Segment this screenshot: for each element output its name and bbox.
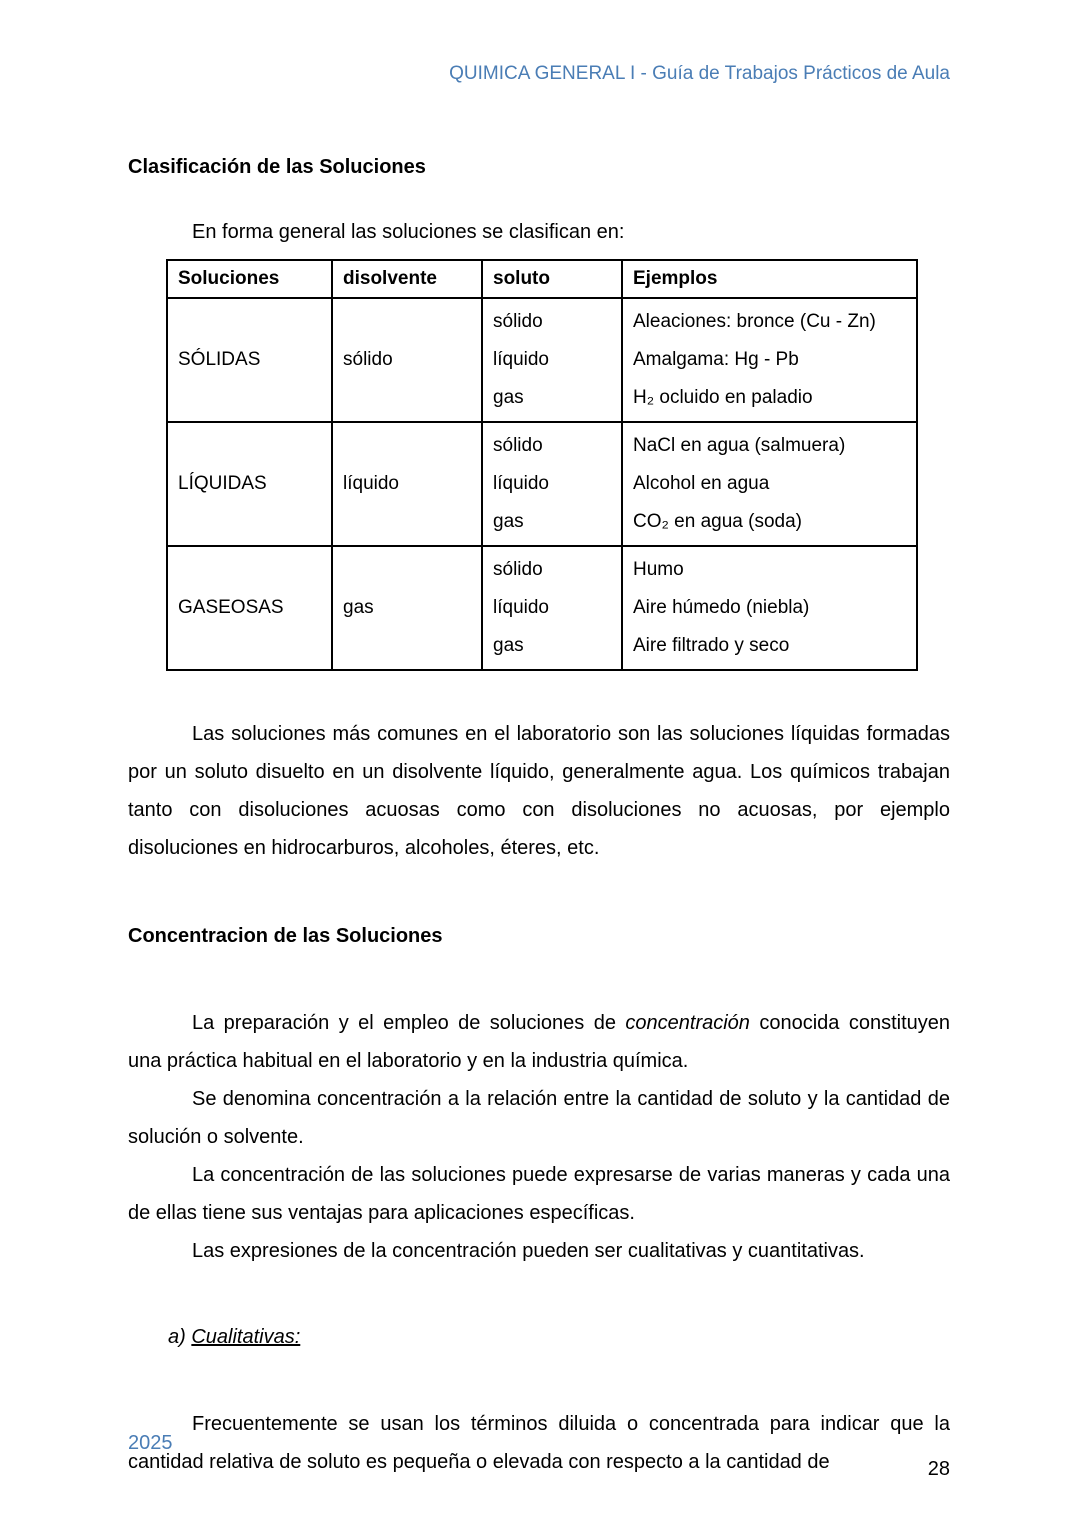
column-header-disolvente: disolvente: [332, 260, 482, 298]
soluto-line: sólido: [493, 311, 543, 332]
subheading-cualitativas: [168, 1326, 950, 1349]
cell-disolvente: gas: [332, 546, 482, 670]
cell-soluto: [482, 546, 622, 670]
paragraph-denomina: Se denomina concentración a la relación entre la cantidad de soluto y la cantidad de solución o solvente.: [128, 1088, 950, 1148]
ejemplo-line: Aleaciones: bronce (Cu - Zn): [633, 311, 876, 332]
soluto-line: sólido: [493, 435, 543, 456]
cell-disolvente: líquido: [332, 422, 482, 546]
document-header-title: QUIMICA GENERAL I - Guía de Trabajos Prácticos de Aula: [449, 63, 950, 84]
cell-tipo: GASEOSAS: [167, 546, 332, 670]
ejemplo-line: Amalgama: Hg - Pb: [633, 349, 799, 370]
footer-year: 2025: [128, 1432, 173, 1454]
soluto-line: sólido: [493, 559, 543, 580]
column-header-soluto: soluto: [482, 260, 622, 298]
table-row: [167, 546, 917, 670]
paragraph-expresiones: Las expresiones de la concentración pueden ser cualitativas y cuantitativas.: [192, 1240, 865, 1262]
ejemplo-line: NaCl en agua (salmuera): [633, 435, 846, 456]
table-header-row: [167, 260, 917, 298]
soluto-line: gas: [493, 511, 524, 532]
soluto-line: líquido: [493, 473, 549, 494]
section-heading-concentracion: Concentracion de las Soluciones: [128, 925, 443, 947]
soluto-line: gas: [493, 387, 524, 408]
soluto-line: líquido: [493, 349, 549, 370]
footer-page-number: 28: [927, 1458, 950, 1480]
subheading-cualitativas-label: Cualitativas:: [191, 1326, 301, 1348]
column-header-ejemplos: Ejemplos: [622, 260, 917, 298]
ejemplo-line: Alcohol en agua: [633, 473, 770, 494]
ejemplo-line: Aire filtrado y seco: [633, 635, 790, 656]
section-heading-clasificacion: Clasificación de las Soluciones: [128, 156, 426, 178]
soluciones-table: [166, 259, 918, 671]
cell-tipo: SÓLIDAS: [167, 298, 332, 422]
cell-ejemplos: [622, 546, 917, 670]
intro-paragraph: En forma general las soluciones se clasifican en:: [192, 221, 625, 243]
table-row: [167, 422, 917, 546]
cell-ejemplos: [622, 422, 917, 546]
paragraph-preparacion-post: conocida constituyen una práctica habitual en el laboratorio y en la industria química.: [128, 1012, 951, 1072]
ejemplo-line: CO₂ en agua (soda): [633, 511, 802, 532]
ejemplo-line: Humo: [633, 559, 684, 580]
column-header-soluciones: Soluciones: [167, 260, 332, 298]
table-row: [167, 298, 917, 422]
cell-ejemplos: [622, 298, 917, 422]
soluto-line: gas: [493, 635, 524, 656]
ejemplo-line: Aire húmedo (niebla): [633, 597, 810, 618]
paragraph-preparacion: [128, 1004, 950, 1080]
paragraph-preparacion-pre: La preparación y el empleo de soluciones de: [192, 1012, 626, 1034]
cell-tipo: LÍQUIDAS: [167, 422, 332, 546]
paragraph-frecuentemente: Frecuentemente se usan los términos diluida o concentrada para indicar que la cantidad relativa de soluto es pequeña o elevada con respecto a la cantidad de: [128, 1413, 950, 1473]
cell-soluto: [482, 298, 622, 422]
cell-disolvente: sólido: [332, 298, 482, 422]
soluto-line: líquido: [493, 597, 549, 618]
paragraph-preparacion-italic: concentración: [625, 1012, 750, 1034]
paragraph-expresarse: La concentración de las soluciones puede expresarse de varias maneras y cada una de ellas tiene sus ventajas para aplicaciones específicas.: [128, 1164, 950, 1224]
ejemplo-line: H₂ ocluido en paladio: [633, 387, 813, 408]
subheading-prefix: a): [168, 1326, 192, 1348]
cell-soluto: [482, 422, 622, 546]
paragraph-soluciones-comunes: Las soluciones más comunes en el laboratorio son las soluciones líquidas formadas por un soluto disuelto en un disolvente líquido, generalmente agua. Los químicos trabajan tanto con disoluciones acuosas como con disoluciones no acuosas, por ejemplo disoluciones en hidrocarburos, alcoholes, éteres, etc.: [128, 723, 950, 859]
